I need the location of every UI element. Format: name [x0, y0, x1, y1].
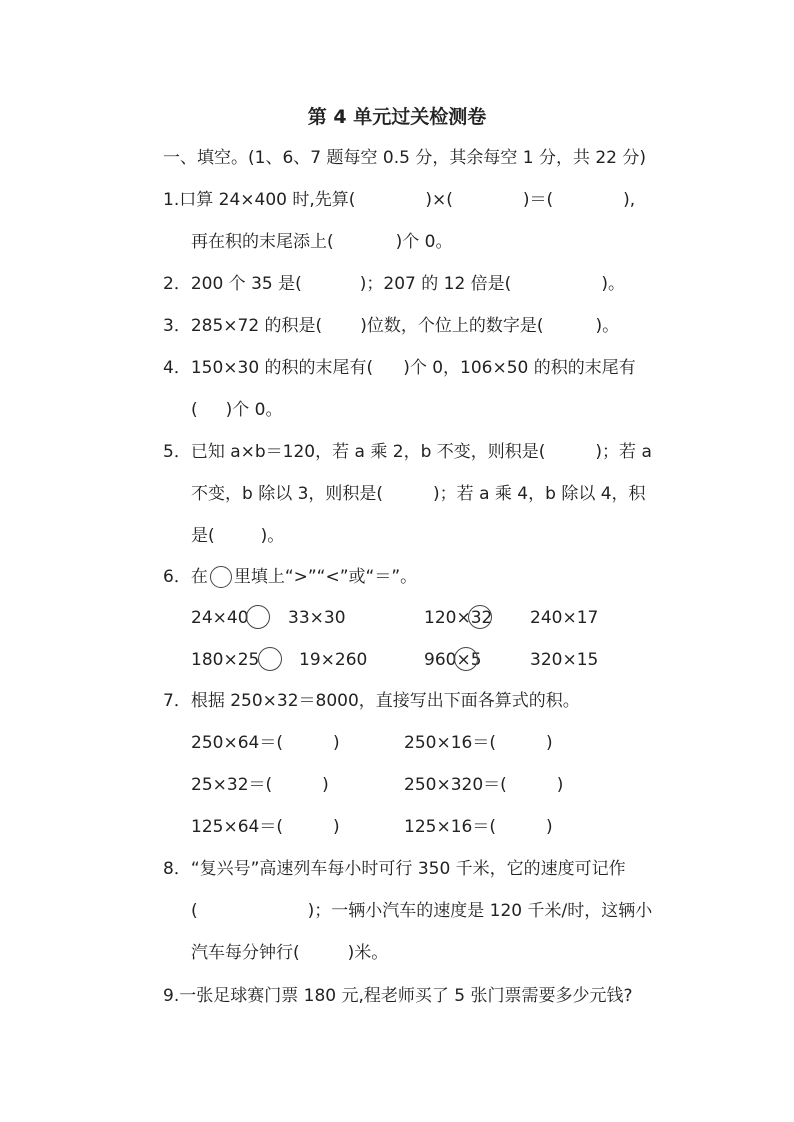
q3-text-c: )。	[595, 316, 620, 336]
q5-text-a: 5．已知 a×b＝120，若 a 乘 2，b 不变，则积是(	[163, 442, 546, 462]
q7-item-6-expr: 125×16＝(	[404, 817, 496, 837]
q8-text-d: 汽车每分钟行(	[191, 943, 300, 963]
q6-r1-answer-circle-1[interactable]	[246, 605, 270, 629]
q6-r2-expr-1: 180×25	[191, 650, 260, 670]
question-9: 9.一张足球赛门票 180 元,程老师买了 5 张门票需要多少元钱?	[163, 986, 633, 1006]
q5-text-f: )。	[260, 526, 285, 546]
q1-text-c: )＝(	[522, 190, 554, 210]
q6-text-b: 里填上“>”“<”或“＝”。	[233, 567, 418, 587]
question-5-line-3	[191, 524, 284, 548]
q7-item-3-close: )	[322, 775, 329, 795]
q6-text-a: 6．在	[163, 567, 208, 587]
question-5-line-2	[191, 482, 646, 506]
q8-text-c: )；一辆小汽车的速度是 120 千米/时，这辆小	[307, 901, 653, 921]
question-1-line-1	[163, 188, 635, 212]
q5-text-b: )；若 a	[595, 442, 652, 462]
page-title: 第 4 单元过关检测卷	[307, 106, 487, 128]
q7-item-2-close: )	[545, 733, 553, 753]
q6-r2-answer-circle-1[interactable]	[258, 647, 282, 671]
question-2	[163, 272, 625, 296]
q3-text-b: )位数，个位上的数字是(	[360, 316, 544, 336]
q2-text-c: )。	[601, 274, 625, 294]
q8-text-e: )米。	[347, 943, 389, 963]
section-heading-fill-in: 一、填空。(1、6、7 题每空 0.5 分，其余每空 1 分，共 22 分)	[163, 148, 647, 168]
q7-item-3-expr: 25×32＝(	[191, 775, 273, 795]
q4-text-a: 4．150×30 的积的末尾有(	[163, 358, 374, 378]
question-8-line-1: 8．“复兴号”高速列车每小时可行 350 千米，它的速度可记作	[163, 859, 626, 879]
question-4-line-1	[163, 356, 636, 380]
q7-item-4	[404, 773, 563, 797]
q7-item-1-close: )	[332, 733, 340, 753]
q1-text-d: ),	[623, 190, 636, 210]
question-4-line-2	[191, 398, 283, 422]
q7-item-1	[191, 731, 340, 755]
question-7-intro: 7．根据 250×32＝8000，直接写出下面各算式的积。	[163, 691, 580, 711]
q1-text-f: )个 0。	[395, 232, 453, 252]
q7-item-2	[404, 731, 553, 755]
q7-item-4-expr: 250×320＝(	[404, 775, 507, 795]
q6-r2-expr-2: 19×260	[299, 650, 368, 670]
q4-text-d: )个 0。	[225, 400, 283, 420]
q2-text-a: 2．200 个 35 是(	[163, 274, 302, 294]
compare-circle-icon	[210, 566, 232, 588]
question-1-line-2	[191, 230, 453, 254]
q4-text-c: (	[191, 400, 198, 420]
q1-text-a: 1.口算 24×400 时,先算(	[163, 190, 356, 210]
q5-text-c: 不变，b 除以 3，则积是(	[191, 484, 384, 504]
q1-text-e: 再在积的末尾添上(	[191, 232, 334, 252]
q5-text-d: )；若 a 乘 4，b 除以 4，积	[433, 484, 646, 504]
question-3	[163, 314, 619, 338]
q7-item-1-expr: 250×64＝(	[191, 733, 283, 753]
q5-text-e: 是(	[191, 526, 215, 546]
q6-r1-expr-3: 120×32	[424, 608, 493, 628]
q8-text-b: (	[191, 901, 198, 921]
q6-r1-expr-2: 33×30	[288, 608, 346, 628]
q6-r1-expr-4: 240×17	[530, 608, 599, 628]
q1-text-b: )×(	[425, 190, 453, 210]
q7-item-5	[191, 815, 340, 839]
q6-r1-expr-1: 24×40	[191, 608, 249, 628]
question-8-line-3	[191, 941, 388, 965]
question-5-line-1	[163, 440, 652, 464]
q6-r1-answer-circle-2[interactable]	[468, 605, 492, 629]
q7-item-6	[404, 815, 553, 839]
q7-item-2-expr: 250×16＝(	[404, 733, 496, 753]
q3-text-a: 3．285×72 的积是(	[163, 316, 323, 336]
q6-r2-answer-circle-2[interactable]	[454, 647, 478, 671]
q7-item-6-close: )	[545, 817, 553, 837]
q7-item-5-expr: 125×64＝(	[191, 817, 283, 837]
q6-r2-expr-4: 320×15	[530, 650, 599, 670]
question-8-line-2	[191, 899, 652, 923]
q4-text-b: )个 0，106×50 的积的末尾有	[403, 358, 636, 378]
q7-item-3	[191, 773, 329, 797]
q7-item-4-close: )	[556, 775, 564, 795]
q6-r2-expr-3: 960×5	[424, 650, 482, 670]
question-6-intro	[163, 565, 417, 589]
q2-text-b: )；207 的 12 倍是(	[359, 274, 512, 294]
q7-item-5-close: )	[332, 817, 340, 837]
